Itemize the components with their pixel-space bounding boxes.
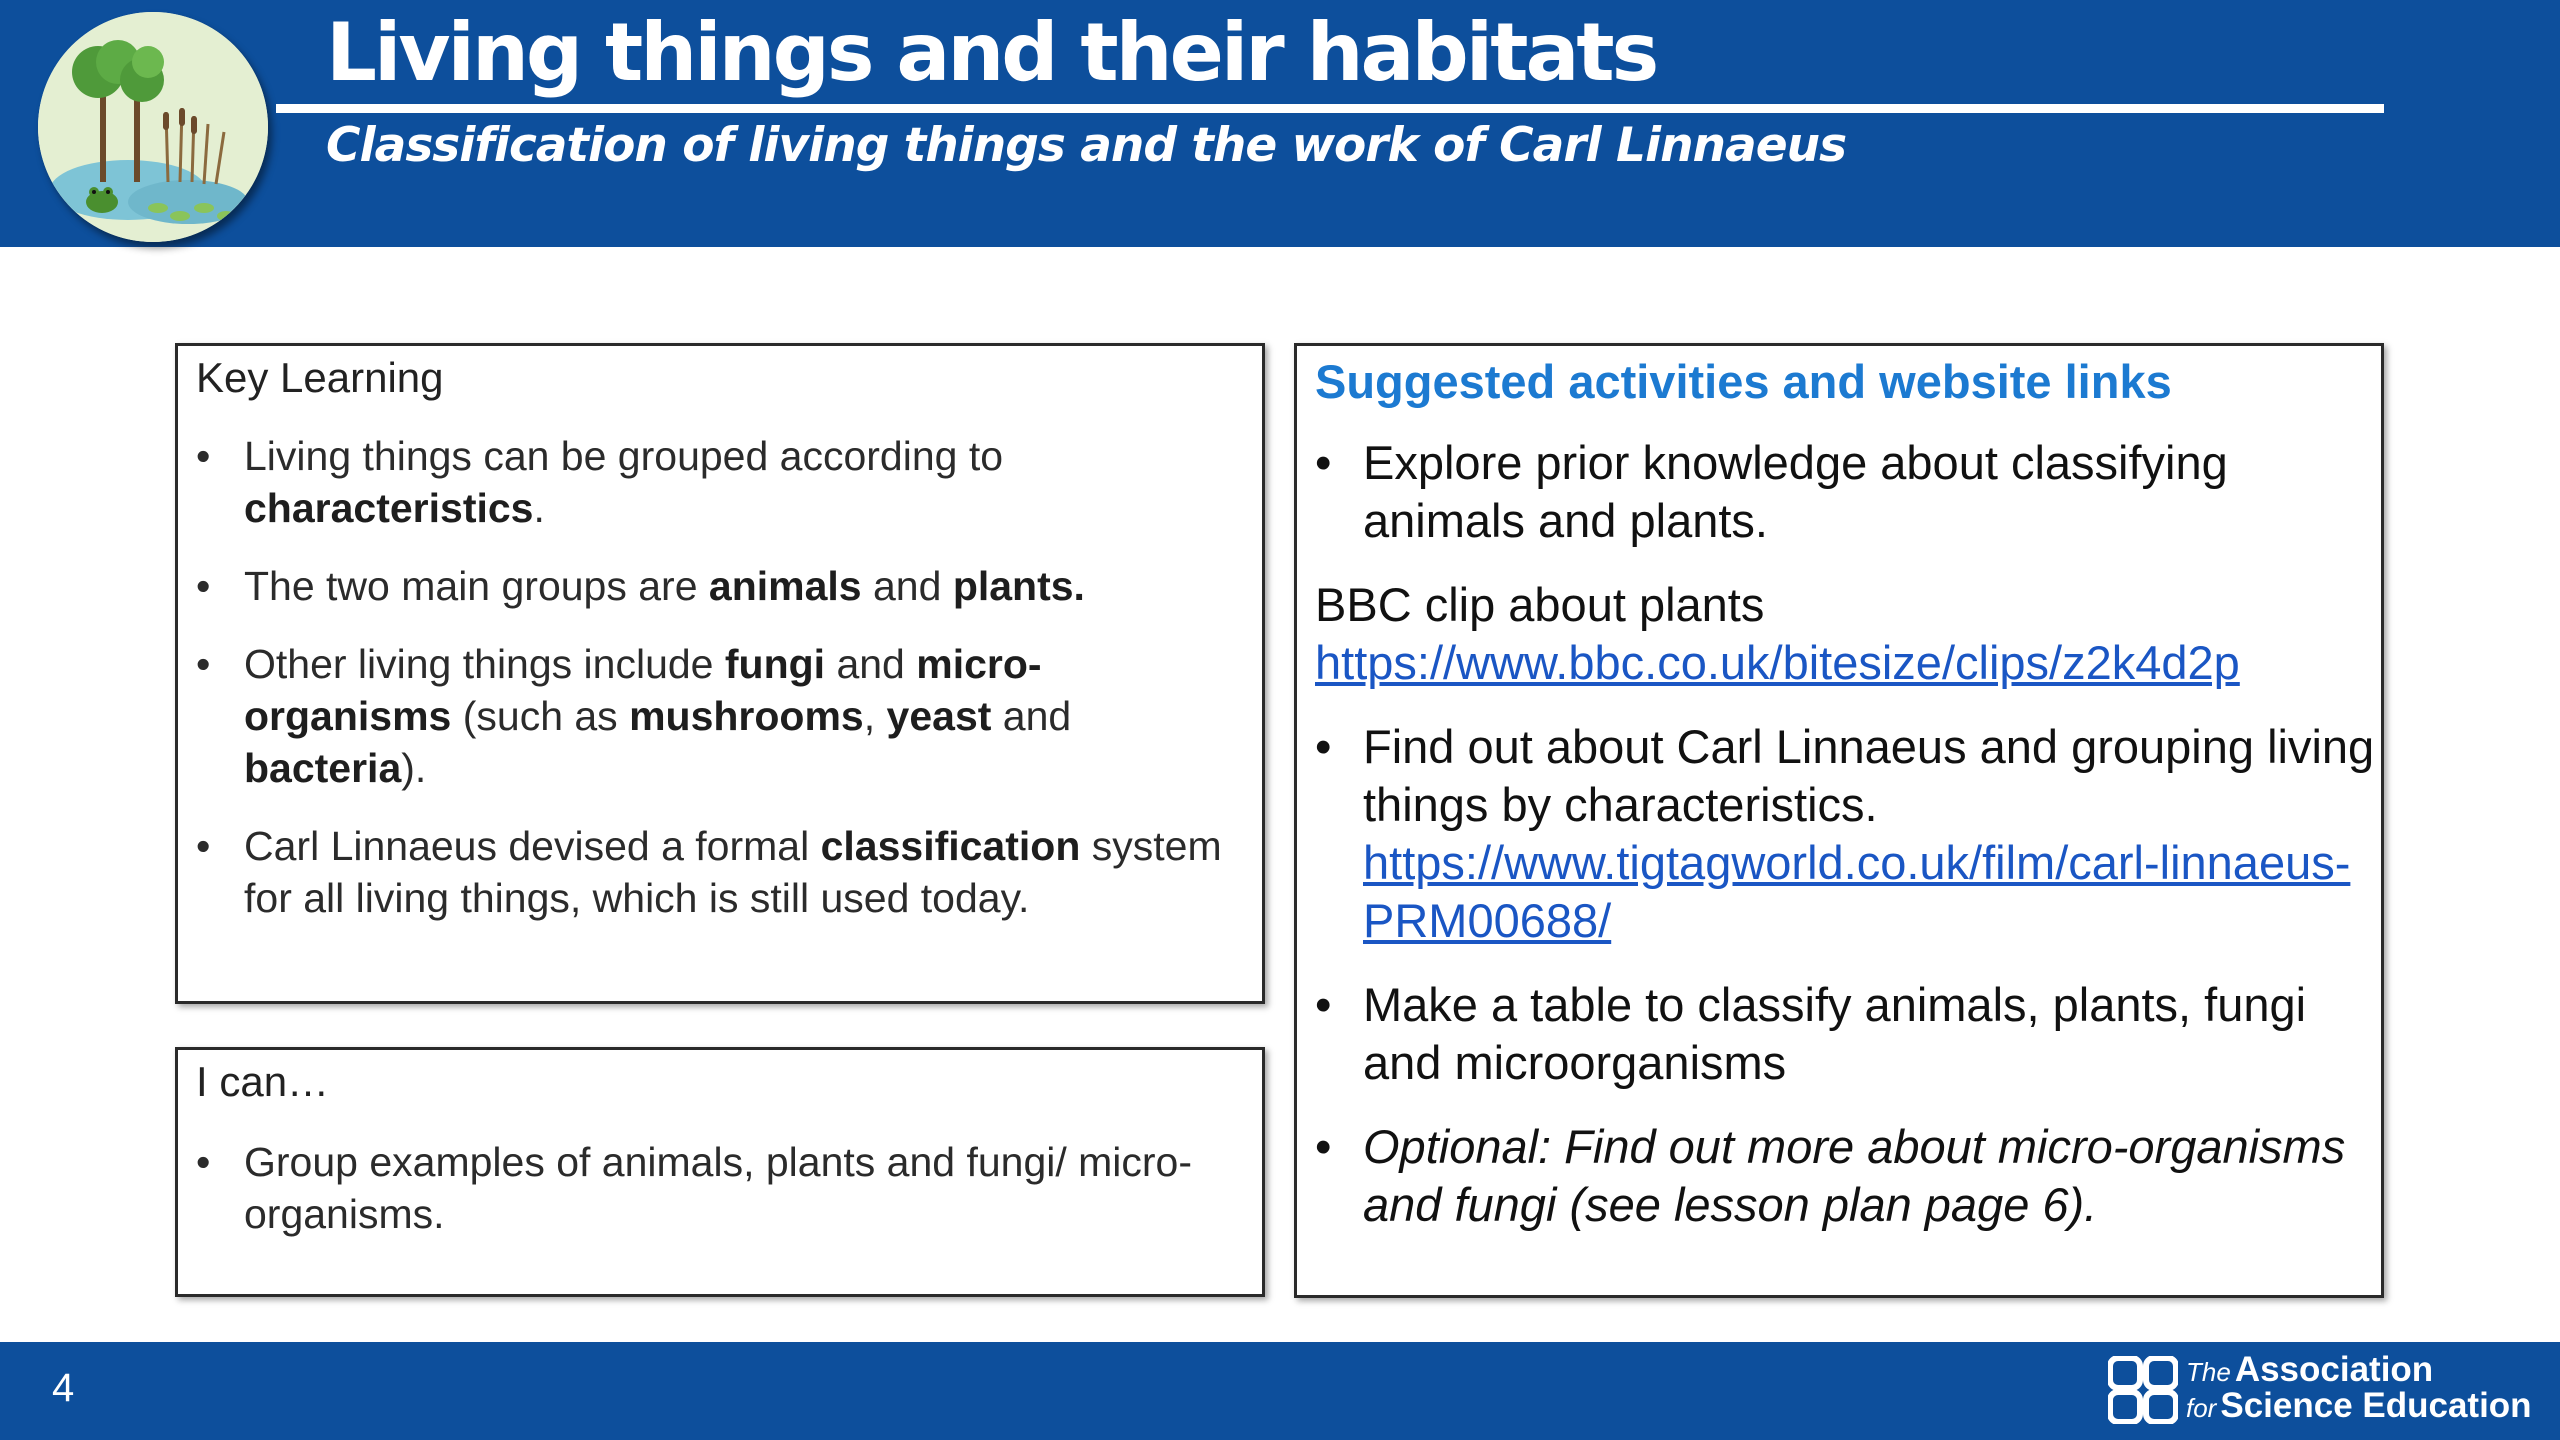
item-emphasis: bacteria	[244, 745, 402, 791]
habitat-pond-logo	[38, 12, 268, 242]
org-association: Association	[2234, 1350, 2434, 1389]
bullet-icon: •	[196, 433, 211, 479]
bullet-icon: •	[196, 823, 211, 869]
page-title: Living things and their habitats	[326, 6, 1657, 99]
item-text: Other living things include	[244, 641, 725, 687]
item-text: Living things can be grouped according to	[244, 433, 1004, 479]
page-number: 4	[52, 1366, 75, 1410]
activities-list	[1315, 434, 2375, 1260]
item-emphasis: micro-organisms	[244, 641, 1042, 739]
item-emphasis: characteristics	[244, 485, 534, 531]
list-item	[1315, 718, 2375, 950]
i-can-list	[196, 1136, 1236, 1266]
bullet-icon: •	[1315, 720, 1332, 773]
org-science-education: Science Education	[2220, 1386, 2532, 1425]
tigtag-film-link[interactable]: https://www.tigtagworld.co.uk/film/carl-linnaeus-PRM00688/	[1363, 836, 2351, 947]
list-item	[1315, 434, 2375, 550]
item-text: ).	[401, 745, 427, 791]
page-subtitle: Classification of living things and the work of Carl Linnaeus	[326, 118, 1847, 173]
item-text: Explore prior knowledge about classifying animals and plants.	[1363, 436, 2228, 547]
bullet-icon: •	[1315, 1120, 1332, 1173]
list-item	[196, 430, 1236, 534]
item-text: Optional: Find out more about micro-organisms and fungi (see lesson plan page 6).	[1363, 1120, 2346, 1231]
item-text: .	[533, 485, 545, 531]
item-emphasis: fungi	[724, 641, 826, 687]
item-emphasis: yeast	[886, 693, 992, 739]
bullet-icon: •	[1315, 436, 1332, 489]
bullet-icon: •	[196, 563, 211, 609]
list-item	[196, 1136, 1236, 1240]
item-emphasis: mushrooms	[629, 693, 864, 739]
item-text: Find out about Carl Linnaeus and grouping living things by characteristics.	[1363, 720, 2375, 831]
bullet-icon: •	[1315, 978, 1332, 1031]
item-text: and	[861, 563, 953, 609]
item-text: The two main groups are	[244, 563, 709, 609]
bbc-clip-link[interactable]: https://www.bbc.co.uk/bitesize/clips/z2k4d2p	[1315, 636, 2240, 689]
list-item	[1315, 1118, 2375, 1234]
list-item	[196, 820, 1236, 924]
item-emphasis: plants.	[952, 563, 1085, 609]
org-for: for	[2186, 1393, 2217, 1423]
item-text: Make a table to classify animals, plants, fungi and microorganisms	[1363, 978, 2307, 1089]
activities-heading: Suggested activities and website links	[1315, 355, 2172, 408]
i-can-panel	[175, 1047, 1265, 1297]
org-name-line1	[2186, 1350, 2433, 1390]
list-item	[196, 560, 1236, 612]
item-text: Carl Linnaeus devised a formal	[244, 823, 821, 869]
item-text: and	[825, 641, 917, 687]
activities-panel	[1294, 343, 2384, 1298]
item-text: ,	[863, 693, 887, 739]
key-learning-panel	[175, 343, 1265, 1004]
footer-band	[0, 1342, 2560, 1440]
org-the: The	[2186, 1357, 2231, 1387]
list-item	[1315, 976, 2375, 1092]
pond-illustration-icon	[38, 12, 268, 242]
org-name-line2	[2186, 1386, 2532, 1426]
item-emphasis: classification	[820, 823, 1081, 869]
bbc-clip-block	[1315, 576, 2375, 692]
item-emphasis: animals	[708, 563, 862, 609]
ase-logo-icon	[2108, 1356, 2178, 1424]
item-text: and	[991, 693, 1072, 739]
bullet-icon: •	[196, 641, 211, 687]
list-item	[196, 638, 1236, 794]
key-learning-heading: Key Learning	[196, 354, 444, 401]
i-can-heading: I can…	[196, 1058, 330, 1105]
item-text: system for all living things, which is still used today.	[244, 823, 1222, 921]
item-text: (such as	[451, 693, 630, 739]
title-divider	[276, 104, 2384, 113]
bullet-icon: •	[196, 1139, 211, 1185]
bbc-clip-label: BBC clip about plants	[1315, 578, 1765, 631]
item-text: Group examples of animals, plants and fungi/ micro-organisms.	[244, 1139, 1193, 1237]
key-learning-list	[196, 430, 1236, 950]
header-band	[0, 0, 2560, 247]
